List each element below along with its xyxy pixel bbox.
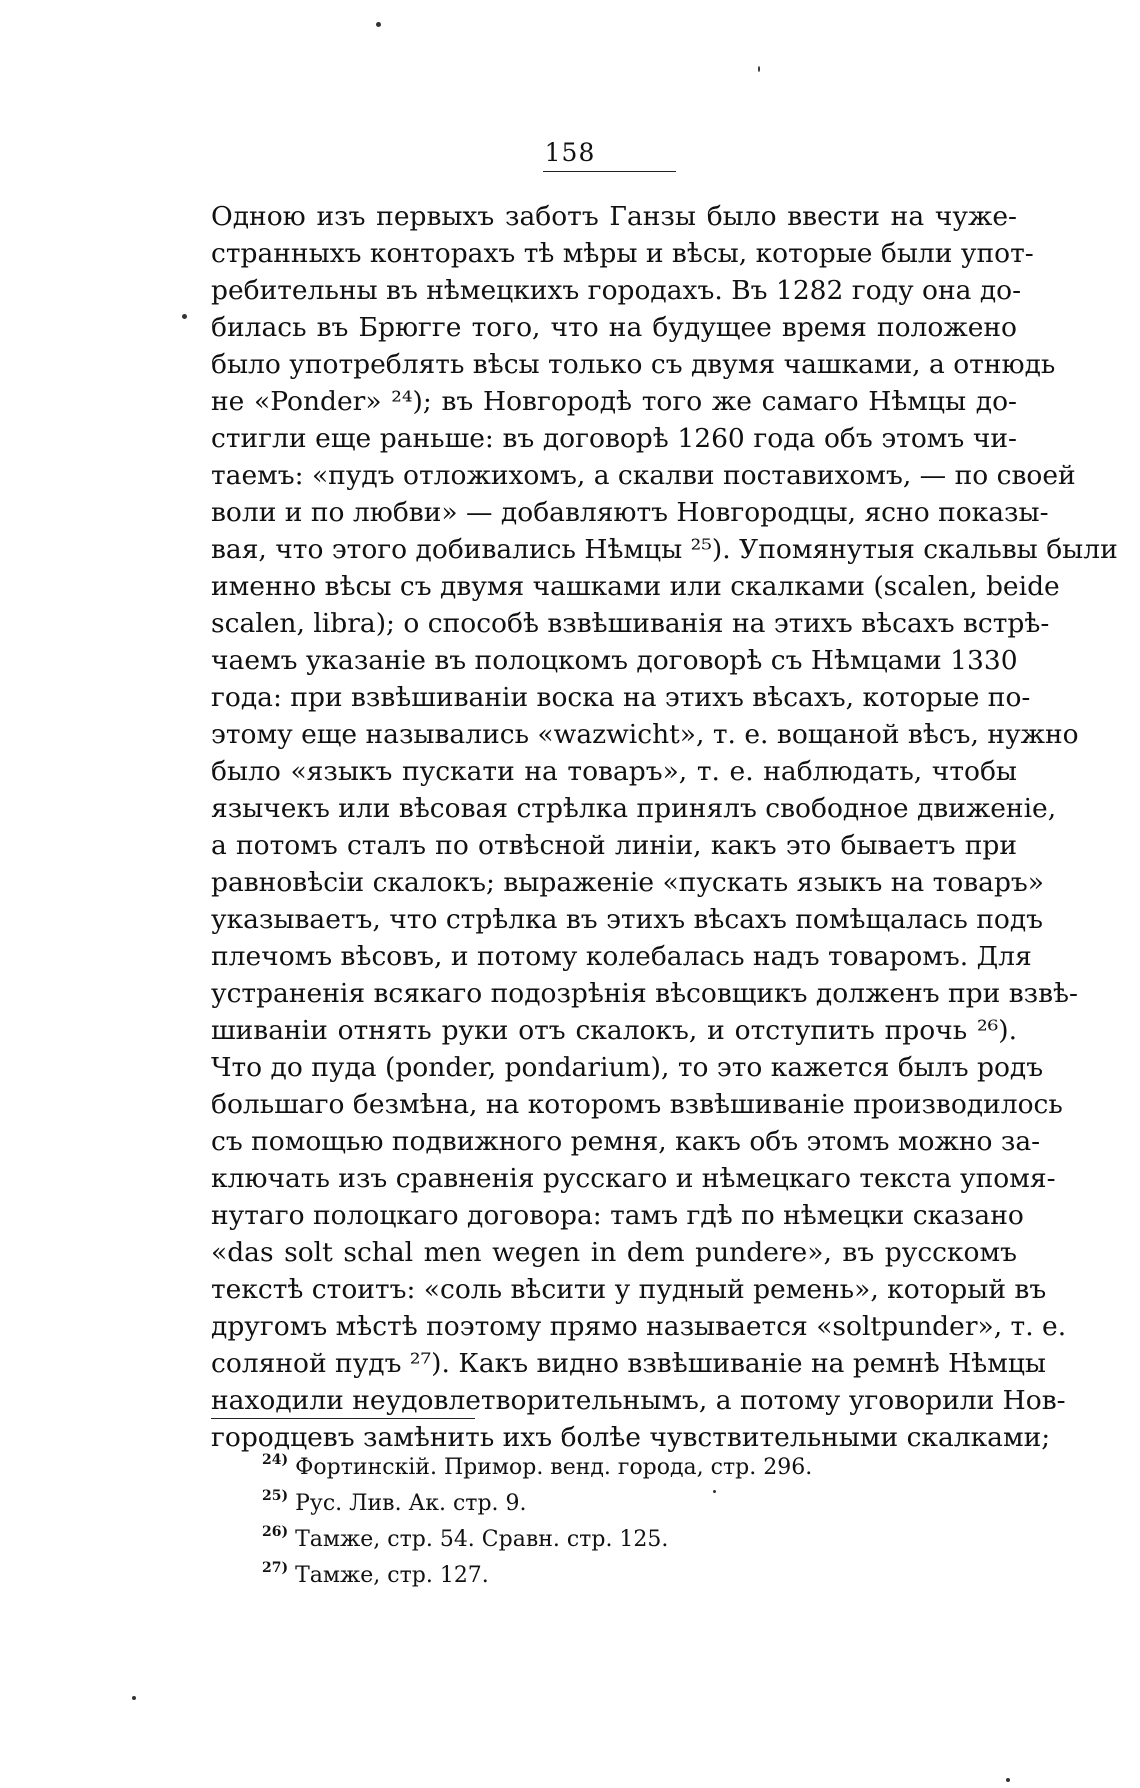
footnote-text: Тамже, стр. 54. Сравн. стр. 125. [295,1527,669,1552]
text-line: именно вѣсы съ двумя чашками или скалками (scalen, beide [211,571,1060,602]
text-line: находили неудовлетворительнымъ, а потому уговорили Нов- [211,1385,1066,1416]
text-line: Одною изъ первыхъ заботъ Ганзы было ввести на чуже- [211,201,1017,232]
scan-speck [713,1490,716,1493]
text-line: съ помощью подвижного ремня, какъ объ этомъ можно за- [211,1126,1041,1157]
page-number-rule [543,171,676,172]
text-line: странныхъ конторахъ тѣ мѣры и вѣсы, которые были упот- [211,238,1034,269]
main-text [211,198,1118,1456]
text-line: года: при взвѣшиваніи воска на этихъ вѣсахъ, которые по- [211,682,1031,713]
footnote-mark: 27) [262,1560,289,1576]
footnotes [262,1442,962,1586]
scan-speck [182,314,187,319]
text-line: scalen, libra); о способѣ взвѣшиванія на этихъ вѣсахъ встрѣ- [211,608,1050,639]
scan-speck [758,66,760,72]
footnote-text: Рус. Лив. Ак. стр. 9. [295,1491,527,1516]
text-line: текстѣ стоитъ: «соль вѣсити у пудный ремень», который въ [211,1274,1047,1305]
text-line: шиваніи отнять руки отъ скалокъ, и отступить прочь ²⁶). [211,1015,1017,1046]
text-line: чаемъ указаніе въ полоцкомъ договорѣ съ Нѣмцами 1330 [211,645,1018,676]
text-line: плечомъ вѣсовъ, и потому колебалась надъ товаромъ. Для [211,941,1032,972]
text-line: соляной пудъ ²⁷). Какъ видно взвѣшиваніе на ремнѣ Нѣмцы [211,1348,1047,1379]
text-line: этому еще назывались «wazwicht», т. е. вощаной вѣсъ, нужно [211,719,1079,750]
text-line: не «Ponder» ²⁴); въ Новгородѣ того же самаго Нѣмцы до- [211,386,1017,417]
text-line: Что до пуда (ponder, pondarium), то это кажется былъ родъ [211,1052,1044,1083]
scan-speck [132,1696,136,1700]
text-line: таемъ: «пудъ отложихомъ, а скалви поставихомъ, — по своей [211,460,1076,491]
text-line: ребительны въ нѣмецкихъ городахъ. Въ 1282 году она до- [211,275,1022,306]
text-line: было употреблять вѣсы только съ двумя чашками, а отнюдь [211,349,1056,380]
text-line: язычекъ или вѣсовая стрѣлка принялъ свободное движеніе, [211,793,1057,824]
text-line: указываетъ, что стрѣлка въ этихъ вѣсахъ помѣщалась подъ [211,904,1044,935]
text-line: было «языкъ пускати на товаръ», т. е. наблюдать, чтобы [211,756,1017,787]
text-line: вая, что этого добивались Нѣмцы ²⁵). Упомянутыя скальвы были [211,534,1118,565]
text-line: другомъ мѣстѣ поэтому прямо называется «soltpunder», т. е. [211,1311,1067,1342]
footnote [262,1550,962,1586]
footnote-mark: 24) [262,1452,289,1468]
footnote-mark: 26) [262,1524,289,1540]
footnote [262,1514,962,1550]
footnote-separator [211,1418,475,1419]
footnote-text: Тамже, стр. 127. [295,1563,489,1588]
text-line: стигли еще раньше: въ договорѣ 1260 года объ этомъ чи- [211,423,1017,454]
text-line: «das solt schal men wegen in dem pundere», въ русскомъ [211,1237,1017,1268]
text-line: ключать изъ сравненія русскаго и нѣмецкаго текста упомя- [211,1163,1056,1194]
scan-speck [1006,1778,1010,1782]
text-line: а потомъ сталъ по отвѣсной линіи, какъ это бываетъ при [211,830,1017,861]
text-line: билась въ Брюгге того, что на будущее время положено [211,312,1017,343]
footnote-mark: 25) [262,1488,289,1504]
footnote [262,1478,962,1514]
text-line: большаго безмѣна, на которомъ взвѣшиваніе производилось [211,1089,1063,1120]
text-line: устраненія всякаго подозрѣнія вѣсовщикъ долженъ при взвѣ- [211,978,1078,1009]
text-line: нутаго полоцкаго договора: тамъ гдѣ по нѣмецки сказано [211,1200,1024,1231]
page-number: 158 [544,138,596,167]
text-line: городцевъ замѣнить ихъ болѣе чувствительными скалками; [211,1422,1051,1453]
text-line: равновѣсіи скалокъ; выраженіе «пускать языкъ на товаръ» [211,867,1044,898]
footnote-text: Фортинскій. Примор. венд. города, стр. 296. [295,1455,813,1480]
footnote [262,1442,962,1478]
scan-speck [376,22,381,27]
text-line: воли и по любви» — добавляютъ Новгородцы, ясно показы- [211,497,1049,528]
